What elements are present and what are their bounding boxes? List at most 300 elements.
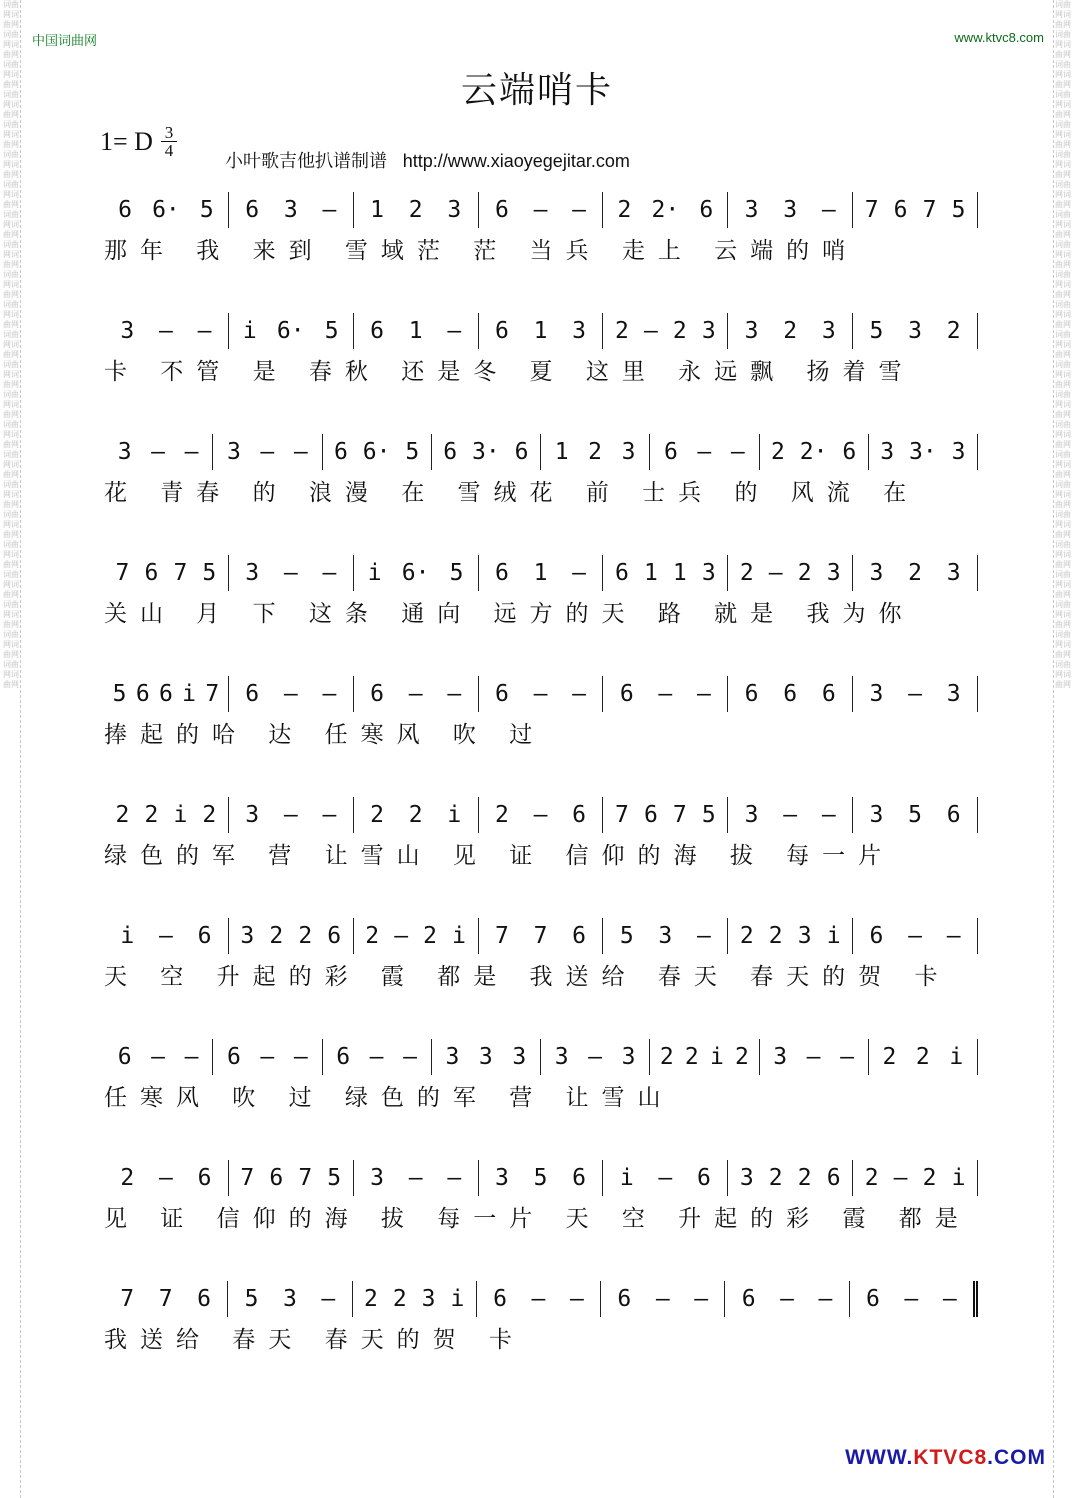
note: 6 bbox=[227, 1044, 241, 1070]
note: – bbox=[293, 439, 308, 465]
measure bbox=[479, 555, 604, 591]
measure bbox=[104, 192, 229, 228]
note: 6 bbox=[494, 318, 509, 344]
note: 3 bbox=[554, 1044, 569, 1070]
note: – bbox=[151, 1044, 166, 1070]
note: i bbox=[120, 923, 135, 949]
note: 2 bbox=[797, 1165, 812, 1191]
note: 7 bbox=[614, 802, 629, 828]
note: 5 bbox=[619, 923, 634, 949]
note: i bbox=[949, 1044, 964, 1070]
note: – bbox=[260, 1044, 275, 1070]
note: – bbox=[197, 318, 212, 344]
note: 6 bbox=[197, 1286, 211, 1312]
measure bbox=[869, 434, 978, 470]
note: – bbox=[588, 1044, 603, 1070]
lyrics-line: 任寒风 吹 过 绿色的军 营 让雪山 bbox=[104, 1085, 674, 1111]
note: – bbox=[369, 1044, 384, 1070]
notes-row bbox=[104, 1281, 978, 1321]
notes-row bbox=[104, 797, 978, 837]
note: – bbox=[447, 681, 462, 707]
measure bbox=[104, 1281, 228, 1317]
note: – bbox=[697, 923, 711, 949]
note: 2 bbox=[494, 802, 509, 828]
meter-bottom: 4 bbox=[164, 141, 174, 160]
note: 2 bbox=[202, 802, 217, 828]
note: 2 bbox=[768, 923, 783, 949]
note: 1 bbox=[533, 318, 548, 344]
measure bbox=[354, 555, 479, 591]
note: 3 bbox=[773, 1044, 788, 1070]
note: – bbox=[531, 1286, 546, 1312]
note: – bbox=[260, 439, 275, 465]
note: – bbox=[655, 1286, 670, 1312]
note: – bbox=[447, 1165, 462, 1191]
note: – bbox=[283, 560, 298, 586]
note: 6 bbox=[619, 681, 634, 707]
note: 2 bbox=[298, 923, 313, 949]
note: 3 bbox=[283, 197, 298, 223]
note: 5 bbox=[449, 560, 464, 586]
measure bbox=[479, 676, 604, 712]
note: 2 bbox=[735, 1044, 749, 1070]
note: – bbox=[768, 560, 783, 586]
note: 3· bbox=[909, 439, 937, 465]
measure bbox=[728, 1160, 853, 1196]
note: 3 bbox=[797, 923, 812, 949]
note: 2 bbox=[392, 1286, 407, 1312]
measure bbox=[603, 1160, 728, 1196]
note: 1 bbox=[533, 560, 548, 586]
note: 6 bbox=[699, 197, 714, 223]
note: 7 bbox=[533, 923, 548, 949]
note: 3 bbox=[946, 560, 961, 586]
note: i bbox=[951, 1165, 966, 1191]
note: i bbox=[242, 318, 257, 344]
note: 3 bbox=[245, 560, 260, 586]
note: 6 bbox=[144, 560, 159, 586]
measure bbox=[479, 918, 604, 954]
note: 3· bbox=[472, 439, 500, 465]
note: i bbox=[709, 1044, 724, 1070]
note: 6· bbox=[362, 439, 391, 465]
score-system bbox=[104, 1269, 978, 1390]
lyrics-line: 那年 我 来到 雪域茫 茫 当兵 走上 云端的哨 bbox=[104, 238, 859, 264]
note: – bbox=[158, 923, 173, 949]
note: 6 bbox=[494, 681, 509, 707]
note: – bbox=[184, 1044, 199, 1070]
note: 3 bbox=[744, 318, 759, 344]
song-title: 云端哨卡 bbox=[460, 70, 613, 111]
note: 3 bbox=[621, 439, 636, 465]
note: i bbox=[367, 560, 382, 586]
score-system bbox=[104, 1027, 978, 1148]
notes-row bbox=[104, 555, 978, 595]
note: 2 bbox=[408, 802, 423, 828]
measure bbox=[229, 797, 354, 833]
note: 3 bbox=[880, 439, 895, 465]
note: – bbox=[658, 681, 673, 707]
note: 6 bbox=[826, 1165, 841, 1191]
note: 3 bbox=[421, 1286, 436, 1312]
note: 5 bbox=[244, 1286, 259, 1312]
note: – bbox=[447, 318, 462, 344]
score-system bbox=[104, 422, 978, 543]
note: 3 bbox=[946, 681, 961, 707]
note: 5 bbox=[199, 197, 214, 223]
note: 6 bbox=[783, 681, 798, 707]
note: – bbox=[821, 802, 836, 828]
note: – bbox=[569, 1286, 584, 1312]
measure bbox=[104, 918, 229, 954]
note: 3 bbox=[282, 1286, 297, 1312]
note: 2 bbox=[617, 197, 632, 223]
measure bbox=[728, 918, 853, 954]
note: 2 bbox=[144, 802, 159, 828]
note: 6 bbox=[514, 439, 529, 465]
note: 6 bbox=[741, 1286, 756, 1312]
note: 6 bbox=[893, 197, 908, 223]
note: 3 bbox=[744, 802, 759, 828]
note: – bbox=[184, 439, 199, 465]
note: – bbox=[572, 197, 587, 223]
note: 5 bbox=[112, 681, 127, 707]
note: 6 bbox=[245, 681, 260, 707]
note: 2 bbox=[614, 318, 629, 344]
footer-logo-part1: WWW. bbox=[845, 1446, 914, 1469]
note: 2 bbox=[364, 1286, 378, 1312]
note: 2 bbox=[269, 923, 284, 949]
note: i bbox=[452, 923, 466, 949]
notes-row bbox=[104, 192, 978, 232]
note: 6· bbox=[152, 197, 180, 223]
note: – bbox=[908, 681, 922, 707]
note: 6 bbox=[643, 802, 658, 828]
lyrics-line: 捧起的哈 达 任寒风 吹 过 bbox=[104, 722, 546, 748]
lyrics-line: 见 证 信仰的海 拔 每一片 天 空 升起的彩 霞 都是 bbox=[104, 1206, 971, 1232]
measure bbox=[541, 434, 650, 470]
side-watermark-right: 词曲网词曲网词曲网词曲网词曲网词曲网词曲网词曲网词曲网词曲网词曲网词曲网词曲网词曲网词曲网词曲网词曲网词曲网词曲网词曲网词曲网词曲网词曲网词曲网词曲网词曲网词曲网词曲网词曲网词曲网词曲网词曲网词曲网词曲网词曲网词曲网词曲网词曲网词曲网词曲网词曲网词曲网词曲网词曲网词曲网词曲网 bbox=[1053, 0, 1072, 1498]
note: 6 bbox=[493, 1286, 507, 1312]
measure bbox=[432, 434, 541, 470]
note: 3 bbox=[240, 923, 255, 949]
note: 6 bbox=[159, 681, 173, 707]
notes-row bbox=[104, 1160, 978, 1200]
measure bbox=[601, 1281, 725, 1317]
measure bbox=[728, 192, 853, 228]
note: 2 bbox=[864, 1165, 879, 1191]
measure bbox=[104, 313, 229, 349]
note: 6 bbox=[494, 197, 509, 223]
note: – bbox=[908, 923, 922, 949]
measure bbox=[853, 555, 978, 591]
note: 6 bbox=[494, 560, 509, 586]
lyrics-line: 关山 月 下 这条 通向 远方的天 路 就是 我为你 bbox=[104, 601, 915, 627]
measure bbox=[850, 1281, 978, 1317]
note: 3 bbox=[951, 439, 966, 465]
note: 2 bbox=[908, 560, 922, 586]
note: – bbox=[893, 1165, 908, 1191]
note: i bbox=[619, 1165, 634, 1191]
note: 6 bbox=[865, 1286, 880, 1312]
notes-row bbox=[104, 676, 978, 716]
measure bbox=[354, 313, 479, 349]
measure bbox=[229, 918, 354, 954]
note: – bbox=[697, 681, 711, 707]
measure bbox=[104, 676, 229, 712]
measure bbox=[603, 918, 728, 954]
measure bbox=[229, 313, 354, 349]
note: 7 bbox=[205, 681, 220, 707]
note: i bbox=[182, 681, 197, 707]
note: 2· bbox=[651, 197, 680, 223]
arranger-credit bbox=[225, 147, 630, 173]
measure bbox=[354, 1160, 479, 1196]
site-name-left[interactable]: 中国词曲网 bbox=[32, 33, 98, 48]
measure bbox=[104, 1039, 213, 1075]
measure bbox=[228, 1281, 352, 1317]
measure bbox=[479, 1160, 604, 1196]
note: 3 bbox=[245, 802, 260, 828]
measure bbox=[229, 676, 354, 712]
measure bbox=[354, 676, 479, 712]
measure bbox=[229, 192, 354, 228]
score-system bbox=[104, 906, 978, 1027]
note: 5 bbox=[202, 560, 217, 586]
note: 3 bbox=[869, 681, 884, 707]
note: 6 bbox=[197, 923, 212, 949]
lyrics-line: 天 空 升起的彩 霞 都是 我送给 春天 春天的贺 卡 bbox=[104, 964, 951, 990]
note: 1 bbox=[643, 560, 658, 586]
note: 7 bbox=[240, 1165, 255, 1191]
note: – bbox=[806, 1044, 821, 1070]
measure bbox=[728, 313, 853, 349]
note: 2· bbox=[799, 439, 828, 465]
note: 5 bbox=[533, 1165, 548, 1191]
measure bbox=[869, 1039, 978, 1075]
credit-url[interactable]: http://www.xiaoyegejitar.com bbox=[402, 151, 630, 171]
measure bbox=[479, 192, 604, 228]
note: 6 bbox=[821, 681, 836, 707]
note: 2 bbox=[797, 560, 812, 586]
note: 6 bbox=[869, 923, 884, 949]
note: – bbox=[533, 197, 548, 223]
note: 2 bbox=[882, 1044, 897, 1070]
note: 1 bbox=[672, 560, 687, 586]
note: 3 bbox=[826, 560, 841, 586]
measure bbox=[650, 1039, 759, 1075]
note: 7 bbox=[115, 560, 130, 586]
measure bbox=[760, 434, 869, 470]
note: 2 bbox=[783, 318, 798, 344]
note: – bbox=[322, 560, 337, 586]
measure bbox=[213, 1039, 322, 1075]
footer-logo bbox=[845, 1446, 1046, 1470]
note: 3 bbox=[908, 318, 922, 344]
note: 6 bbox=[333, 439, 348, 465]
note: 2 bbox=[684, 1044, 699, 1070]
measure bbox=[432, 1039, 541, 1075]
measure bbox=[725, 1281, 849, 1317]
measure bbox=[603, 797, 728, 833]
note: – bbox=[533, 802, 548, 828]
note: – bbox=[783, 802, 798, 828]
measure bbox=[354, 797, 479, 833]
note: 6 bbox=[327, 923, 342, 949]
note: – bbox=[322, 802, 337, 828]
side-watermark-left: 词曲网词曲网词曲网词曲网词曲网词曲网词曲网词曲网词曲网词曲网词曲网词曲网词曲网词曲网词曲网词曲网词曲网词曲网词曲网词曲网词曲网词曲网词曲网词曲网词曲网词曲网词曲网词曲网词曲网词曲网词曲网词曲网词曲网词曲网词曲网词曲网词曲网词曲网词曲网词曲网词曲网词曲网词曲网词曲网词曲网词曲网 bbox=[2, 0, 21, 1498]
footer-logo-part3: .COM bbox=[987, 1446, 1046, 1469]
notes-row bbox=[104, 434, 978, 474]
note: 6 bbox=[572, 923, 587, 949]
measure bbox=[354, 918, 479, 954]
note: – bbox=[730, 439, 745, 465]
note: 6 bbox=[370, 681, 384, 707]
site-url-right[interactable]: www.ktvc8.com bbox=[954, 30, 1044, 45]
note: 6 bbox=[617, 1286, 632, 1312]
note: 2 bbox=[768, 1165, 783, 1191]
note: 2 bbox=[922, 1165, 937, 1191]
note: 5 bbox=[951, 197, 966, 223]
note: 5 bbox=[908, 802, 922, 828]
note: 3 bbox=[783, 197, 798, 223]
credit-text: 小叶歌吉他扒谱制谱 bbox=[225, 151, 387, 172]
score-system bbox=[104, 301, 978, 422]
note: 3 bbox=[744, 197, 759, 223]
measure bbox=[477, 1281, 601, 1317]
note: 3 bbox=[117, 439, 132, 465]
note: 6 bbox=[664, 439, 678, 465]
note: 6 bbox=[697, 1165, 711, 1191]
note: 3 bbox=[445, 1044, 460, 1070]
note: 3 bbox=[512, 1044, 527, 1070]
note: – bbox=[697, 439, 712, 465]
note: 3 bbox=[447, 197, 462, 223]
score bbox=[104, 180, 978, 1390]
note: 6 bbox=[842, 439, 857, 465]
note: 6 bbox=[118, 197, 132, 223]
note: 2 bbox=[115, 802, 130, 828]
measure bbox=[541, 1039, 650, 1075]
note: 5 bbox=[701, 802, 716, 828]
note: 1 bbox=[554, 439, 569, 465]
measure bbox=[479, 313, 604, 349]
key-label: 1= D bbox=[100, 126, 153, 156]
note: 3 bbox=[478, 1044, 493, 1070]
measure bbox=[104, 797, 229, 833]
note: 5 bbox=[405, 439, 420, 465]
note: 3 bbox=[572, 318, 587, 344]
note: 5 bbox=[327, 1165, 342, 1191]
note: i bbox=[173, 802, 188, 828]
note: 3 bbox=[658, 923, 673, 949]
note: 2 bbox=[915, 1044, 930, 1070]
note: 3 bbox=[869, 802, 884, 828]
measure bbox=[323, 434, 432, 470]
note: 7 bbox=[672, 802, 687, 828]
measure bbox=[229, 1160, 354, 1196]
note: 7 bbox=[494, 923, 509, 949]
note: – bbox=[821, 197, 836, 223]
note: 1 bbox=[370, 197, 384, 223]
note: 6 bbox=[117, 1044, 132, 1070]
measure bbox=[603, 555, 728, 591]
note: – bbox=[408, 1165, 423, 1191]
measure bbox=[760, 1039, 869, 1075]
note: – bbox=[643, 318, 658, 344]
note: 7 bbox=[120, 1286, 135, 1312]
note: i bbox=[450, 1286, 465, 1312]
footer-logo-part2: KTVC8 bbox=[913, 1446, 988, 1469]
note: 3 bbox=[701, 560, 716, 586]
measure bbox=[354, 192, 479, 228]
note: – bbox=[322, 681, 337, 707]
note: – bbox=[840, 1044, 854, 1070]
note: 7 bbox=[158, 1286, 173, 1312]
note: – bbox=[904, 1286, 919, 1312]
measure bbox=[853, 797, 978, 833]
note: 1 bbox=[408, 318, 423, 344]
note: i bbox=[447, 802, 462, 828]
time-signature bbox=[161, 124, 177, 159]
note: – bbox=[158, 1165, 173, 1191]
measure bbox=[728, 797, 853, 833]
note: – bbox=[533, 681, 548, 707]
note: – bbox=[408, 681, 423, 707]
note: 6 bbox=[744, 681, 759, 707]
measure bbox=[229, 555, 354, 591]
note: – bbox=[283, 681, 298, 707]
note: 2 bbox=[588, 439, 603, 465]
note: 3 bbox=[821, 318, 836, 344]
notes-row bbox=[104, 313, 978, 353]
measure bbox=[479, 797, 604, 833]
note: 2 bbox=[659, 1044, 674, 1070]
note: – bbox=[946, 923, 961, 949]
measure bbox=[353, 1281, 477, 1317]
note: 6 bbox=[245, 197, 260, 223]
note: 6 bbox=[946, 802, 961, 828]
measure bbox=[728, 555, 853, 591]
measure bbox=[104, 555, 229, 591]
measure bbox=[104, 1160, 229, 1196]
note: – bbox=[151, 439, 166, 465]
note: 2 bbox=[408, 197, 423, 223]
note: 2 bbox=[946, 318, 961, 344]
measure bbox=[104, 434, 213, 470]
lyrics-line: 花 青春 的 浪漫 在 雪绒花 前 士兵 的 风流 在 bbox=[104, 480, 920, 506]
note: – bbox=[403, 1044, 417, 1070]
note: 6 bbox=[443, 439, 458, 465]
note: 5 bbox=[869, 318, 884, 344]
note: 7 bbox=[922, 197, 937, 223]
note: 3 bbox=[621, 1044, 636, 1070]
note: i bbox=[826, 923, 841, 949]
note: 6· bbox=[276, 318, 305, 344]
note: 6 bbox=[572, 802, 587, 828]
note: 2 bbox=[365, 923, 380, 949]
note: 2 bbox=[770, 439, 785, 465]
measure bbox=[728, 676, 853, 712]
note: 5 bbox=[324, 318, 339, 344]
note: – bbox=[658, 1165, 673, 1191]
measure bbox=[853, 1160, 978, 1196]
note: – bbox=[818, 1286, 833, 1312]
key-signature bbox=[100, 124, 177, 159]
note: 6· bbox=[401, 560, 430, 586]
measure bbox=[853, 918, 978, 954]
measure bbox=[603, 192, 728, 228]
